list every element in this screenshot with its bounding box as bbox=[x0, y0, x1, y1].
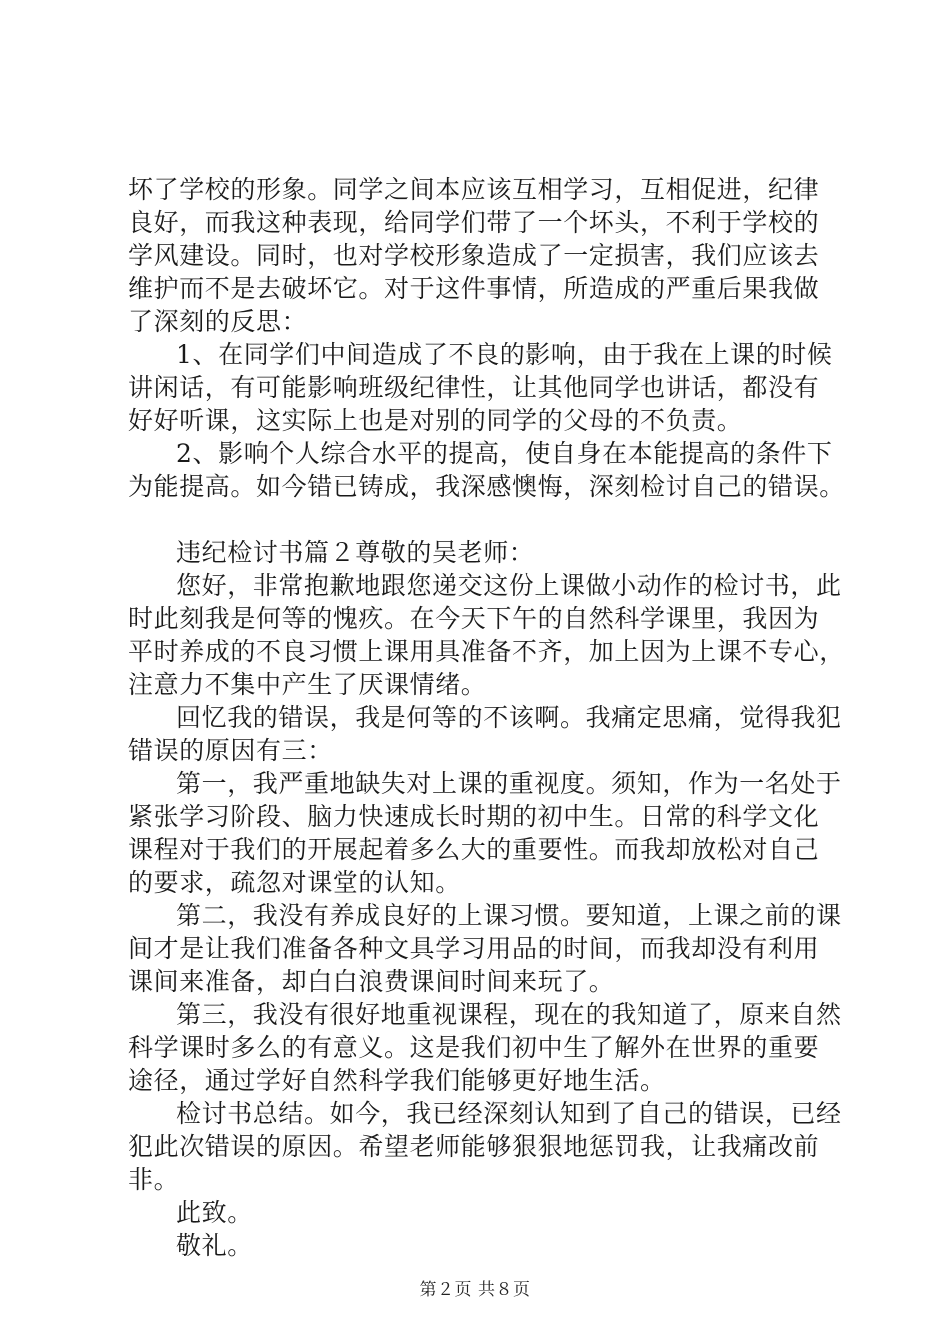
text-line: 的要求，疏忽对课堂的认知。 bbox=[128, 868, 461, 897]
text-line: 2、影响个人综合水平的提高，使自身在本能提高的条件下 bbox=[176, 439, 833, 468]
text-line: 间才是让我们准备各种文具学习用品的时间，而我却没有利用 bbox=[128, 934, 820, 963]
text-line: 第三，我没有很好地重视课程，现在的我知道了，原来自然 bbox=[176, 1000, 842, 1029]
text-line: 好好听课，这实际上也是对别的同学的父母的不负责。 bbox=[128, 406, 743, 435]
text-line: 第二，我没有养成良好的上课习惯。要知道，上课之前的课 bbox=[176, 901, 842, 930]
text-line: 时此刻我是何等的愧疚。在今天下午的自然科学课里，我因为 bbox=[128, 604, 820, 633]
text-line: 检讨书总结。如今，我已经深刻认知到了自己的错误，已经 bbox=[176, 1099, 842, 1128]
text-line: 课程对于我们的开展起着多么大的重要性。而我却放松对自己 bbox=[128, 835, 820, 864]
closing-line: 此致。 bbox=[176, 1198, 253, 1227]
text-line: 1、在同学们中间造成了不良的影响，由于我在上课的时候 bbox=[176, 340, 833, 369]
section-heading: 违纪检讨书篇２尊敬的吴老师： bbox=[176, 538, 535, 567]
text-line: 为能提高。如今错已铸成，我深感懊悔，深刻检讨自己的错误。 bbox=[128, 472, 845, 501]
page-number-footer: 第２页 共８页 bbox=[419, 1280, 531, 1300]
text-line: 讲闲话，有可能影响班级纪律性，让其他同学也讲话，都没有 bbox=[128, 373, 820, 402]
text-line: 注意力不集中产生了厌课情绪。 bbox=[128, 670, 487, 699]
text-line: 课间来准备，却白白浪费课间时间来玩了。 bbox=[128, 967, 615, 996]
text-line: 了深刻的反思： bbox=[128, 307, 308, 336]
text-line: 坏了学校的形象。同学之间本应该互相学习，互相促进，纪律 bbox=[128, 175, 820, 204]
text-line: 学风建设。同时，也对学校形象造成了一定损害，我们应该去 bbox=[128, 241, 820, 270]
text-line: 第一，我严重地缺失对上课的重视度。须知，作为一名处于 bbox=[176, 769, 842, 798]
text-line: 紧张学习阶段、脑力快速成长时期的初中生。日常的科学文化 bbox=[128, 802, 820, 831]
text-line: 回忆我的错误，我是何等的不该啊。我痛定思痛，觉得我犯 bbox=[176, 703, 842, 732]
closing-line: 敬礼。 bbox=[176, 1231, 253, 1260]
text-line: 错误的原因有三： bbox=[128, 736, 333, 765]
text-line: 良好，而我这种表现，给同学们带了一个坏头，不利于学校的 bbox=[128, 208, 820, 237]
text-line: 您好，非常抱歉地跟您递交这份上课做小动作的检讨书，此 bbox=[176, 571, 842, 600]
text-line: 非。 bbox=[128, 1165, 180, 1194]
text-line: 途径，通过学好自然科学我们能够更好地生活。 bbox=[128, 1066, 666, 1095]
text-line: 平时养成的不良习惯上课用具准备不齐，加上因为上课不专心， bbox=[128, 637, 845, 666]
text-line: 科学课时多么的有意义。这是我们初中生了解外在世界的重要 bbox=[128, 1033, 820, 1062]
text-line: 犯此次错误的原因。希望老师能够狠狠地惩罚我，让我痛改前 bbox=[128, 1132, 820, 1161]
text-line: 维护而不是去破坏它。对于这件事情，所造成的严重后果我做 bbox=[128, 274, 820, 303]
